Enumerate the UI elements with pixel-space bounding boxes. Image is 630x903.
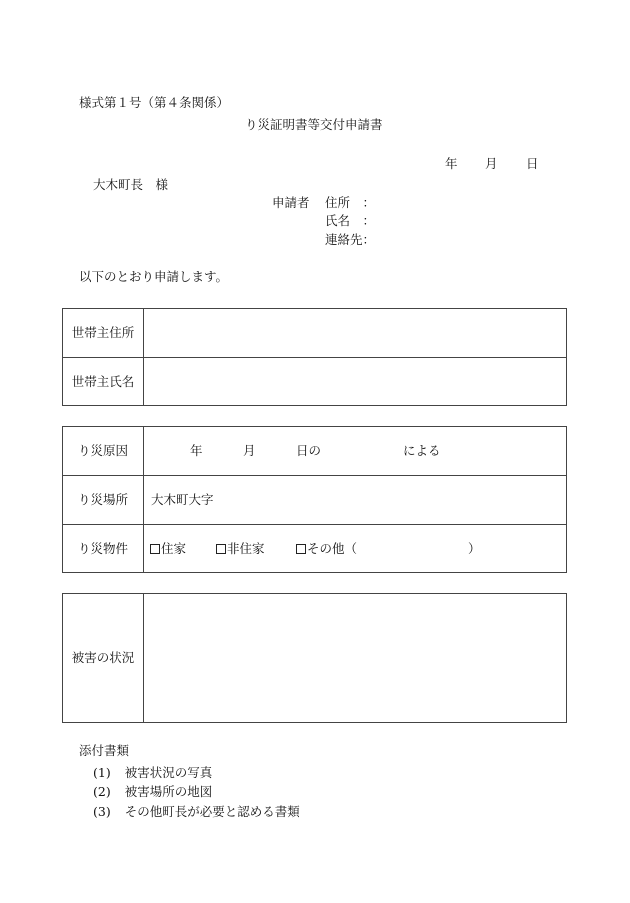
addressee: 大木町長 様 [93,177,169,192]
non-house-checkbox[interactable] [216,544,226,554]
disaster-location-row [63,476,566,525]
disaster-property-field [63,525,566,573]
attachment-item [93,786,212,799]
disaster-location-label: り災場所 [63,476,144,524]
disaster-cause-row [63,427,566,476]
option-house[interactable]: 住家 [150,543,186,556]
household-name-label: 世帯主氏名 [63,358,144,406]
household-name-row [63,358,566,406]
intro-text: 以下のとおり申請します。 [79,269,229,284]
cause-month-label: 月 [243,442,256,458]
date-day-label: 日 [526,156,539,171]
household-address-row [63,309,566,358]
attachment-number: (2) [93,784,111,799]
attachment-text: 被害状況の写真 [124,765,213,780]
household-name-field[interactable] [151,358,566,406]
cause-day-label: 日の [296,442,322,458]
applicant-label: 申請者 [272,195,310,210]
disaster-property-row [63,525,566,573]
other-close-paren: ） [468,540,481,556]
date-year-label: 年 [445,156,458,171]
attachment-number: (3) [93,804,111,819]
applicant-name-label: 氏名 ： [325,213,376,228]
applicant-address-label: 住所 ： [325,195,376,210]
attachment-item [93,767,212,780]
cause-due-to-label: による [403,442,441,458]
option-other[interactable]: その他（ [296,543,357,556]
option-non-house[interactable]: 非住家 [216,543,265,556]
household-address-field[interactable] [151,309,566,357]
damage-field[interactable] [151,594,566,722]
other-checkbox[interactable] [296,544,306,554]
date-month-label: 月 [485,156,498,171]
attachment-number: (1) [93,765,111,780]
damage-row [63,594,566,722]
attachments-title: 添付書類 [79,743,130,758]
cause-year-label: 年 [190,442,203,458]
disaster-cause-field[interactable] [63,427,566,475]
disaster-table [62,426,567,573]
disaster-cause-label: り災原因 [63,427,144,475]
house-checkbox[interactable] [150,544,160,554]
attachment-text: その他町長が必要と認める書類 [124,804,300,819]
household-address-label: 世帯主住所 [63,309,144,357]
form-number: 様式第１号（第４条関係） [79,95,230,110]
damage-label: 被害の状況 [63,594,144,722]
household-table [62,308,567,406]
attachment-item [93,806,300,819]
disaster-property-label: り災物件 [63,525,144,573]
form-title: り災証明書等交付申請書 [245,117,383,132]
applicant-contact-label: 連絡先： [325,232,376,247]
disaster-location-value[interactable]: 大木町大字 [151,491,214,507]
damage-table [62,593,567,723]
attachment-text: 被害場所の地図 [124,784,213,799]
